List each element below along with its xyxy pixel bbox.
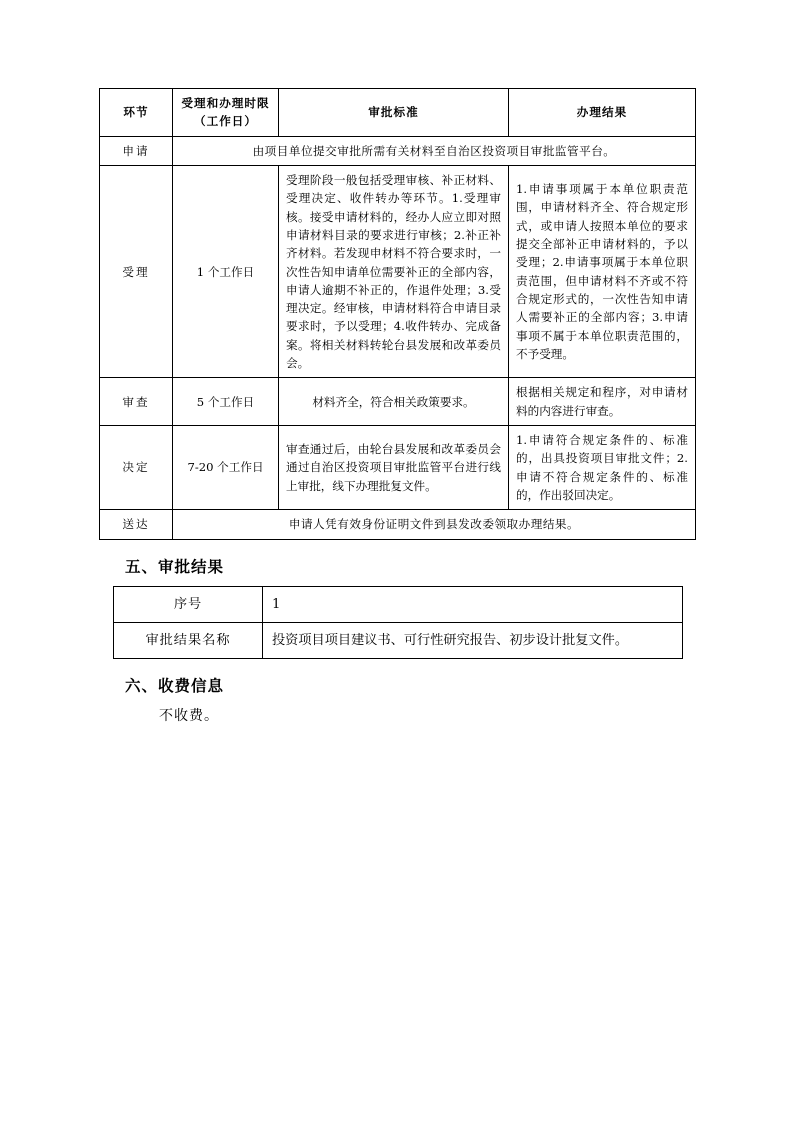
table-row <box>100 165 696 377</box>
approval-process-table <box>99 88 696 540</box>
column-header-result: 办理结果 <box>509 89 696 137</box>
result-row-value-index: 1 <box>263 586 683 622</box>
stage-cell-apply: 申请 <box>100 136 173 165</box>
fee-information-text: 不收费。 <box>159 707 219 724</box>
section-heading-six: 六、收费信息 <box>125 676 225 695</box>
result-review: 根据相关规定和程序，对申请材料的内容进行审查。 <box>509 378 696 426</box>
delivery-description-cell: 申请人凭有效身份证明文件到县发改委领取办理结果。 <box>173 510 696 539</box>
table-row <box>114 622 683 658</box>
time-limit-acceptance: 1 个工作日 <box>173 165 279 377</box>
section-heading-five: 五、审批结果 <box>125 557 225 576</box>
apply-description-cell: 由项目单位提交审批所需有关材料至自治区投资项目审批监管平台。 <box>173 136 696 165</box>
table-row <box>100 510 696 539</box>
column-header-standard: 审批标准 <box>279 89 509 137</box>
column-header-stage: 环节 <box>100 89 173 137</box>
stage-cell-delivery: 送达 <box>100 510 173 539</box>
result-decision: 1.申请符合规定条件的、标准的，出具投资项目审批文件；2.申请不符合规定条件的、标准的，作出驳回决定。 <box>509 426 696 510</box>
stage-cell-decision: 决定 <box>100 426 173 510</box>
table-row <box>100 136 696 165</box>
stage-cell-acceptance: 受理 <box>100 165 173 377</box>
table-row <box>100 426 696 510</box>
result-row-value-name: 投资项目项目建议书、可行性研究报告、初步设计批复文件。 <box>263 622 683 658</box>
standard-decision: 审查通过后，由轮台县发展和改革委员会通过自治区投资项目审批监管平台进行线上审批，线下办理批复文件。 <box>279 426 509 510</box>
table-header-row <box>100 89 696 137</box>
time-limit-decision: 7-20 个工作日 <box>173 426 279 510</box>
standard-acceptance: 受理阶段一般包括受理审核、补正材料、受理决定、收件转办等环节。1.受理审核。接受申请材料的，经办人应立即对照申请材料目录的要求进行审核；2.补正补齐材料。若发现申材料不符合要求时，一次性告知申请单位需要补正的全部内容，申请人逾期不补正的，作退件处理；3.受理决定。经审核，申请材料符合申请目录要求时，予以受理；4.收件转办、完成备案。将相关材料转轮台县发展和改革委员会。 <box>279 165 509 377</box>
column-header-time-limit: 受理和办理时限（工作日） <box>173 89 279 137</box>
result-acceptance: 1.申请事项属于本单位职责范围，申请材料齐全、符合规定形式，或申请人按照本单位的要求提交全部补正申请材料的，予以受理；2.申请事项属于本单位职责范围，但申请材料不齐或不符合规定形式的，一次性告知申请人需要补正的全部内容；3.申请事项不属于本单位职责范围的，不予受理。 <box>509 165 696 377</box>
time-limit-review: 5 个工作日 <box>173 378 279 426</box>
stage-cell-review: 审查 <box>100 378 173 426</box>
approval-result-table <box>113 586 683 659</box>
table-row <box>100 378 696 426</box>
standard-review: 材料齐全，符合相关政策要求。 <box>279 378 509 426</box>
result-row-label-name: 审批结果名称 <box>114 622 263 658</box>
result-row-label-index: 序号 <box>114 586 263 622</box>
table-row <box>114 586 683 622</box>
document-content <box>99 88 695 725</box>
